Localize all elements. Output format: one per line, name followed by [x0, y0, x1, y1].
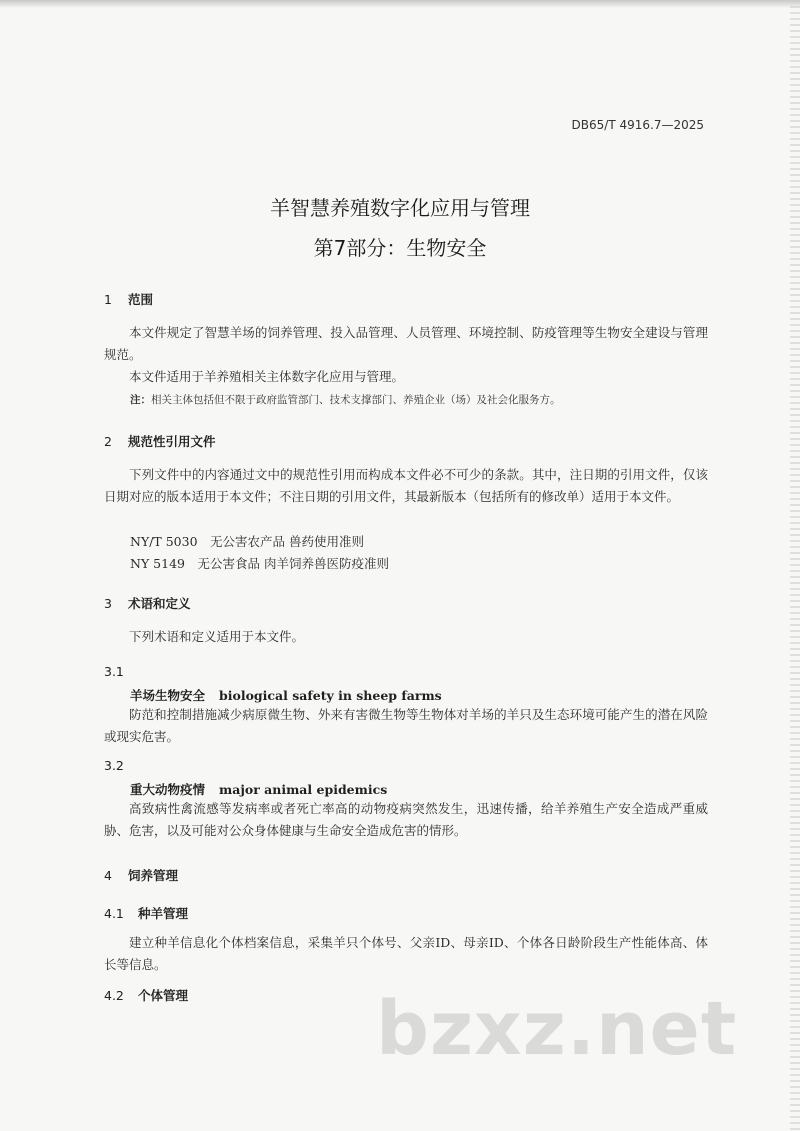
scope-paragraph: 本文件规定了智慧羊场的饲养管理、投入品管理、人员管理、环境控制、防疫管理等生物安全建设与管理规范。	[104, 325, 708, 362]
term-title	[130, 780, 387, 798]
term-chinese: 重大动物疫情	[130, 782, 206, 797]
subsection-number: 4.2	[104, 988, 124, 1003]
section-title: 术语和定义	[128, 596, 191, 611]
subsection-title: 种羊管理	[138, 906, 189, 921]
term-chinese: 羊场生物安全	[130, 688, 206, 703]
subsection-4-2-heading	[104, 986, 188, 1004]
section-number: 4	[104, 868, 112, 883]
term-number: 3.1	[104, 664, 124, 679]
subsection-title: 个体管理	[138, 988, 189, 1003]
scan-edge-right	[790, 0, 800, 1131]
section-1-heading	[104, 290, 153, 308]
subsection-4-1-heading	[104, 904, 188, 922]
normative-references-paragraph: 下列文件中的内容通过文中的规范性引用而构成本文件必不可少的条款。其中，注日期的引用文件，仅该日期对应的版本适用于本文件；不注日期的引用文件，其最新版本（包括所有的修改单）适用于本文件。	[104, 467, 708, 504]
reference-item: NY 5149 无公害食品 肉羊饲养兽医防疫准则	[130, 556, 389, 571]
breeding-sheep-paragraph: 建立种羊信息化个体档案信息，采集羊只个体号、父亲ID、母亲ID、个体各日龄阶段生产性能体高、体长等信息。	[104, 935, 708, 972]
section-number: 2	[104, 434, 112, 449]
section-number: 1	[104, 292, 112, 307]
section-title: 规范性引用文件	[128, 434, 216, 449]
terms-intro-paragraph: 下列术语和定义适用于本文件。	[129, 629, 305, 644]
document-title: 羊智慧养殖数字化应用与管理	[270, 196, 530, 220]
term-english: biological safety in sheep farms	[219, 688, 442, 703]
scan-edge-top	[0, 0, 800, 8]
watermark-logo: bzxz.net	[376, 986, 738, 1072]
term-english: major animal epidemics	[219, 782, 388, 797]
note-text: 相关主体包括但不限于政府监管部门、技术支撑部门、养殖企业（场）及社会化服务方。	[151, 394, 561, 406]
section-4-heading	[104, 866, 178, 884]
applicability-paragraph: 本文件适用于羊养殖相关主体数字化应用与管理。	[129, 369, 405, 384]
section-title: 范围	[128, 292, 154, 307]
subsection-number: 4.1	[104, 906, 124, 921]
section-2-heading	[104, 432, 216, 450]
document-subtitle: 第7部分：生物安全	[313, 236, 487, 260]
section-3-heading	[104, 594, 191, 612]
term-definition: 防范和控制措施减少病原微生物、外来有害微生物等生物体对羊场的羊只及生态环境可能产生的潜在风险或现实危害。	[104, 707, 708, 744]
scope-note	[130, 392, 561, 407]
term-number: 3.2	[104, 758, 124, 773]
section-number: 3	[104, 596, 112, 611]
section-title: 饲养管理	[128, 868, 179, 883]
term-definition: 高致病性禽流感等发病率或者死亡率高的动物疫病突然发生，迅速传播，给羊养殖生产安全造成严重威胁、危害，以及可能对公众身体健康与生命安全造成危害的情形。	[104, 801, 708, 838]
note-label: 注：	[130, 394, 151, 406]
document-code: DB65/T 4916.7—2025	[571, 118, 704, 132]
reference-item: NY/T 5030 无公害农产品 兽药使用准则	[130, 534, 364, 549]
term-title	[130, 686, 442, 704]
